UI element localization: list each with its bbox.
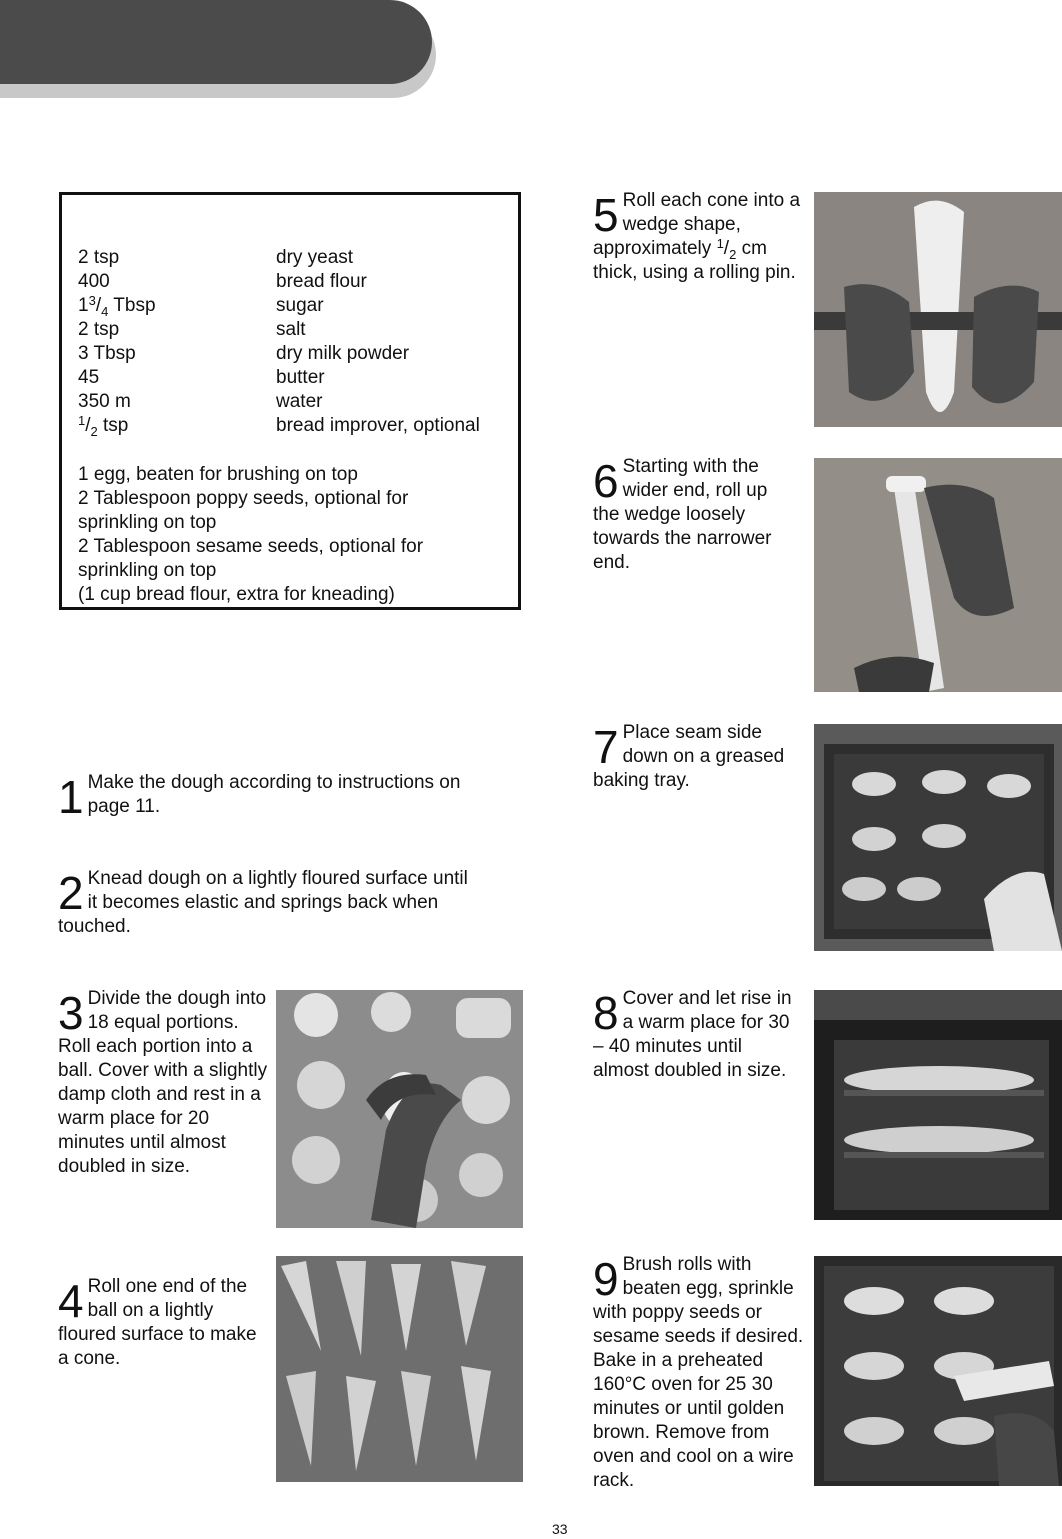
step-text: Place seam side down on a greased baking tray. [593, 722, 785, 791]
step-number: 5 [593, 189, 619, 241]
step-text: Roll each cone into a wedge shape, approximately $^1/_2$ cm thick, using a rolling pin. [593, 190, 801, 283]
extra-line: 2 Tablespoon sesame seeds, optional for [78, 536, 424, 557]
step-number: 4 [58, 1275, 84, 1327]
ingredient-item: sugar [276, 295, 324, 316]
extra-line: sprinkling on top [78, 560, 217, 581]
step-text: Knead dough on a lightly floured surface until it becomes elastic and springs back when touched. [58, 868, 468, 937]
step-number: 8 [593, 987, 619, 1039]
step-5 [593, 189, 801, 285]
step-7 [593, 721, 798, 793]
photo-step-8-oven [814, 990, 1062, 1220]
photo-step-3-dough-balls [276, 990, 523, 1228]
step-2 [58, 867, 478, 939]
ingredient-qty: 45 [78, 367, 100, 388]
step-4 [58, 1275, 263, 1371]
step-text: Roll one end of the ball on a lightly floured surface to make a cone. [58, 1276, 257, 1369]
step-text: Make the dough according to instructions on page 11. [87, 772, 461, 817]
step-text: Brush rolls with beaten egg, sprinkle with poppy seeds or sesame seeds if desired. Bake in a preheated 160°C oven for 25 30 minutes or until golden brown. Remove from oven and cool on a wire rack. [593, 1254, 804, 1491]
ingredient-qty: $1^3/_4$ Tbsp [78, 293, 156, 319]
extra-line: 2 Tablespoon poppy seeds, optional for [78, 488, 409, 509]
ingredient-qty: 2 tsp [78, 319, 120, 340]
photo-step-9-egg-wash [814, 1256, 1062, 1486]
page-number: 33 [552, 1521, 568, 1537]
step-number: 6 [593, 455, 619, 507]
step-3 [58, 987, 268, 1179]
step-9 [593, 1253, 811, 1493]
step-number: 9 [593, 1253, 619, 1305]
photo-step-5-rolling-pin [814, 192, 1062, 427]
step-text: Divide the dough into 18 equal portions. Roll each portion into a ball. Cover with a slightly damp cloth and rest in a warm place for 20 minutes until almost doubled in size. [58, 988, 268, 1177]
step-1 [58, 771, 478, 823]
step-text: Cover and let rise in a warm place for 30 – 40 minutes until almost doubled in size. [593, 988, 792, 1081]
step-text: Starting with the wider end, roll up the wedge loosely towards the narrower end. [593, 456, 772, 573]
photo-step-7-baking-tray [814, 724, 1062, 951]
extra-line: sprinkling on top [78, 512, 217, 533]
ingredient-qty: 2 tsp [78, 247, 120, 268]
ingredient-item: butter [276, 367, 325, 388]
ingredient-item: bread flour [276, 271, 367, 292]
step-6 [593, 455, 798, 575]
ingredient-item: dry yeast [276, 247, 354, 268]
ingredient-qty: 400 [78, 271, 110, 292]
ingredient-qty: 350 m [78, 391, 131, 412]
photo-step-4-cones [276, 1256, 523, 1482]
step-number: 3 [58, 987, 84, 1039]
ingredient-item: bread improver, optional [276, 415, 480, 436]
photo-step-6-rolling-up [814, 458, 1062, 692]
extra-ingredients [78, 463, 508, 607]
extra-line: 1 egg, beaten for brushing on top [78, 464, 358, 485]
step-number: 7 [593, 721, 619, 773]
ingredient-item: dry milk powder [276, 343, 410, 364]
ingredient-item: salt [276, 319, 306, 340]
ingredient-qty: 3 Tbsp [78, 343, 136, 364]
extra-line: (1 cup bread flour, extra for kneading) [78, 584, 395, 605]
step-number: 1 [58, 771, 84, 823]
ingredient-item: water [276, 391, 323, 412]
ingredient-qty: $^1/_2$ tsp [78, 413, 129, 439]
header-tab [0, 0, 432, 84]
step-number: 2 [58, 867, 84, 919]
step-8 [593, 987, 798, 1083]
